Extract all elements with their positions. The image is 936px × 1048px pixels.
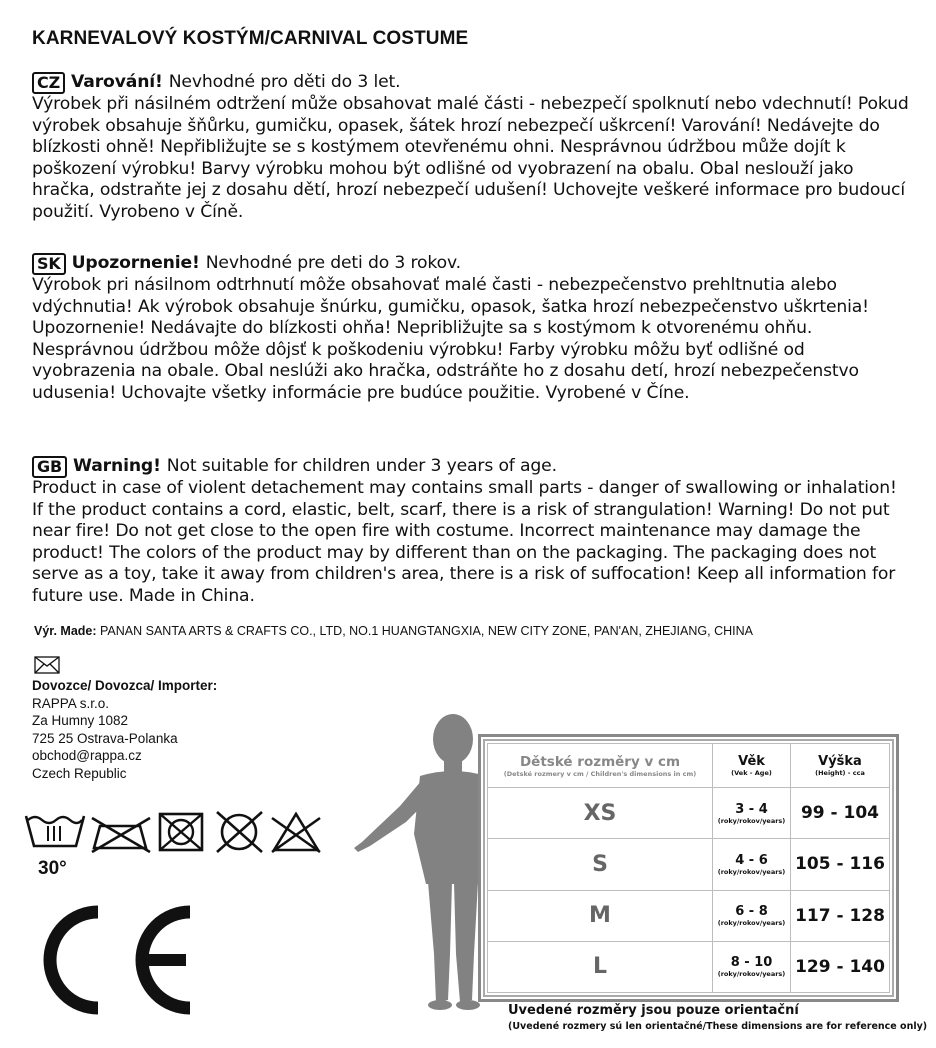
- header-age-title: Věk: [738, 754, 765, 769]
- importer-label: Dovozce/ Dovozca/ Importer:: [32, 678, 218, 693]
- size-table-frame: [478, 734, 899, 1002]
- no-iron-icon: [92, 818, 150, 852]
- header-age: [713, 744, 791, 788]
- size-table: [487, 743, 890, 993]
- importer-line: obchod@rappa.cz: [32, 748, 142, 763]
- dimensions-note-translation: (Uvedené rozmery sú len orientačné/These dimensions are for reference only): [508, 1021, 928, 1032]
- ce-mark-icon: [18, 900, 198, 1020]
- age-unit: (roky/rokov/years): [717, 919, 786, 928]
- envelope-icon: [34, 656, 60, 674]
- warning-word-gb: Warning!: [73, 456, 161, 477]
- warning-word-sk: Upozornenie!: [71, 253, 200, 274]
- age-cell: [713, 890, 791, 941]
- first-line-gb: Not suitable for children under 3 years of age.: [166, 456, 557, 477]
- importer-line: Czech Republic: [32, 765, 127, 781]
- no-dry-clean-icon: [217, 812, 262, 852]
- size-table-header: [488, 744, 890, 788]
- header-dimensions-subtitle: (Detské rozmery v cm / Children's dimensions in cm): [503, 769, 697, 778]
- size-cell: M: [488, 890, 713, 941]
- table-row: [488, 941, 890, 992]
- importer-block: [32, 677, 217, 782]
- body-sk: Výrobok pri násilnom odtrhnutí môže obsahovať malé časti - nebezpečenstvo prehltnutia alebo vdýchnutia! Ak výrobok obsahuje šnúrku, gumičku, opasok, šatka hrozí nebezpečenstvo uškrtenia! Upozornenie! Nedávajte do blízkosti ohňa! Nepribližujte sa s kostýmom k otvorenému ohňu. Nesprávnou údržbou môže dôjsť k poškodeniu výrobku! Farby výrobku môžu byť odlišné od vyobrazenia na obale. Obal neslúži ako hračka, odstráňte ho z dosahu detí, hrozí nebezpečenstvo udusenia! Uchovajte všetky informácie pre budúce použitie. Vyrobené v Číne.: [32, 275, 869, 403]
- wash-30-icon: [26, 816, 84, 846]
- age-cell: [713, 788, 791, 839]
- importer-line: RAPPA s.r.o.: [32, 695, 110, 711]
- body-gb: Product in case of violent detachement may contains small parts - danger of swallowing or inhalation! If the product contains a cord, elastic, belt, scarf, there is a risk of strangulation! Warning! Do not put near fire! Do not get close to the open fire with costume. Incorrect maintenance may damage the product! The colors of the product may by different than on the packaging. The packaging does not serve as a toy, take it away from children's area, there is a risk of suffocation! Keep all information for future use. Made in China.: [32, 478, 897, 606]
- no-bleach-icon: [272, 814, 320, 852]
- size-cell: S: [488, 839, 713, 890]
- table-row: [488, 788, 890, 839]
- height-cell: 99 - 104: [791, 788, 890, 839]
- document-title: KARNEVALOVÝ KOSTÝM/CARNIVAL COSTUME: [32, 28, 469, 49]
- care-symbols: [22, 806, 327, 880]
- importer-line: Za Humny 1082: [32, 713, 129, 728]
- age-unit: (roky/rokov/years): [717, 867, 786, 876]
- wash-temperature: 30°: [38, 858, 67, 879]
- age-unit: (roky/rokov/years): [717, 970, 786, 979]
- age-cell: [713, 941, 791, 992]
- section-gb: [32, 456, 912, 608]
- header-age-subtitle: (Vek - Age): [731, 769, 772, 777]
- section-cz: [32, 72, 912, 224]
- header-dimensions: [488, 744, 713, 788]
- first-line-sk: Nevhodné pre deti do 3 rokov.: [205, 253, 461, 274]
- section-gb-head: [32, 456, 912, 478]
- age-value: 3 - 4: [735, 801, 768, 817]
- header-height: [791, 744, 890, 788]
- importer-line: 725 25 Ostrava-Polanka: [32, 730, 178, 746]
- section-sk-head: [32, 253, 912, 275]
- dimensions-note: Uvedené rozměry jsou pouze orientační: [508, 1003, 799, 1018]
- height-cell: 129 - 140: [791, 941, 890, 992]
- section-sk: [32, 253, 912, 405]
- badge-gb: GB: [32, 456, 67, 478]
- age-value: 8 - 10: [730, 955, 773, 971]
- first-line-cz: Nevhodné pro děti do 3 let.: [168, 72, 401, 93]
- no-tumble-dry-icon: [160, 814, 202, 850]
- header-dimensions-title: Dětské rozměry v cm: [519, 753, 681, 770]
- warning-word-cz: Varování!: [71, 72, 163, 93]
- age-value: 4 - 6: [735, 852, 768, 868]
- table-row: [488, 890, 890, 941]
- table-row: [488, 839, 890, 890]
- manufacturer-line: [34, 624, 753, 638]
- header-height-title: Výška: [818, 754, 862, 769]
- height-cell: 105 - 116: [791, 839, 890, 890]
- age-cell: [713, 839, 791, 890]
- section-cz-head: [32, 72, 912, 94]
- badge-sk: SK: [32, 253, 66, 275]
- body-cz: Výrobek při násilném odtržení může obsahovat malé části - nebezpečí spolknutí nebo vdechnutí! Pokud výrobek obsahuje šňůrku, gumičku, opasek, šátek hrozí nebezpečí uškrcení! Varování! Nedávejte do blízkosti ohně! Nepřibližujte se s kostýmem otevřenému ohni. Nesprávnou údržbou může dojít k poškození výrobku! Barvy výrobku mohou být odlišné od vyobrazení na obalu. Obal neslouží jako hračka, odstraňte jej z dosahu dětí, hrozí nebezpečí udušení! Uchovejte veškeré informace pro budoucí použití. Vyrobeno v Číně.: [32, 94, 909, 222]
- age-value: 6 - 8: [735, 904, 768, 920]
- size-cell: XS: [488, 788, 713, 839]
- badge-cz: CZ: [32, 72, 65, 94]
- manufacturer-label: Výr. Made:: [34, 624, 97, 638]
- manufacturer-text: PANAN SANTA ARTS & CRAFTS CO., LTD, NO.1 HUANGTANGXIA, NEW CITY ZONE, PAN'AN, ZHEJIANG, CHINA: [100, 624, 753, 638]
- size-cell: L: [488, 941, 713, 992]
- age-unit: (roky/rokov/years): [717, 816, 786, 825]
- height-cell: 117 - 128: [791, 890, 890, 941]
- header-height-subtitle: (Height) - cca: [815, 769, 865, 777]
